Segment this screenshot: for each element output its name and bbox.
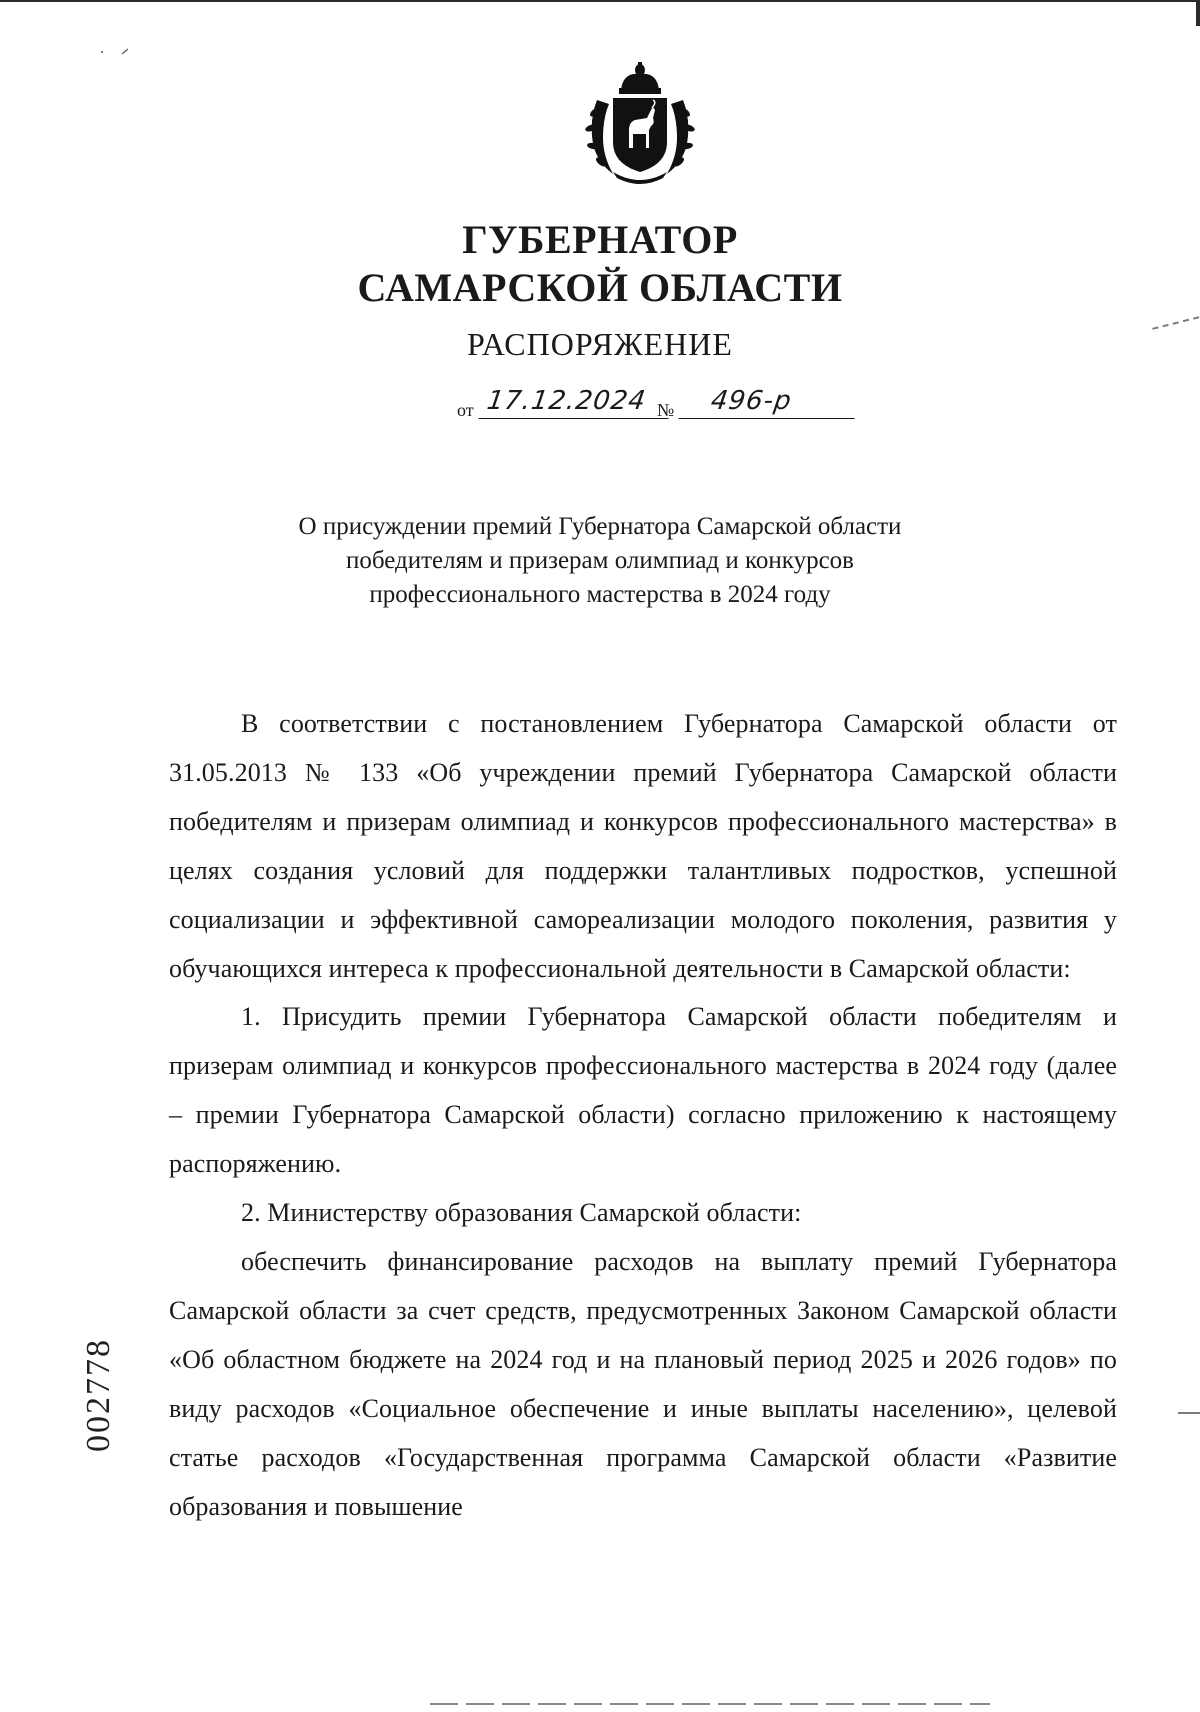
body-paragraph-item-2-text: обеспечить финансирование расходов на выплату премий Губернатора Самарской области за счет средств, предусмотренных Законом Самарской области «Об областном бюджете на 2024 год и на плановый период 2025 и 2026 годов» по виду расходов «Социальное обеспечение и иные выплаты населению», целевой статье расходов «Государственная программа Самарской области «Развитие образования и повышение — [169, 1246, 1117, 1521]
document-type: РАСПОРЯЖЕНИЕ — [467, 326, 733, 362]
org-title-line2: САМАРСКОЙ ОБЛАСТИ — [357, 265, 843, 310]
scan-edge-bottom — [430, 1703, 990, 1705]
number-prefix: № — [657, 400, 675, 420]
scan-specks — [100, 46, 140, 58]
scan-edge-right — [1196, 0, 1200, 26]
org-title-line1: ГУБЕРНАТОР — [462, 217, 738, 262]
body-paragraph-item-1: 1. Присудить премии Губернатора Самарской области победителям и призерам олимпиад и конкурсов профессионального мастерства в 2024 году (далее – премии Губернатора Самарской области) согласно приложению к настоящему распоряжению. — [169, 1002, 1117, 1179]
date-prefix: от — [457, 400, 474, 420]
subject-line: О присуждении премий Губернатора Самарской области — [298, 513, 902, 540]
body-paragraph-preamble: В соответствии с постановлением Губернатора Самарской области от 31.05.2013 № 133 «Об учреждении премий Губернатора Самарской области победителям и призерам олимпиад и конкурсов профессионального мастерства» в целях создания условий для поддержки талантливых подростков, успешной социализации и эффективной самореализации молодого поколения, развития у обучающихся интереса к профессиональной деятельности в Самарской области: — [169, 709, 1117, 983]
scan-mark — [1178, 1412, 1200, 1414]
document-subject — [200, 510, 1000, 612]
subject-line: профессионального мастерства в 2024 году — [369, 581, 831, 608]
document-number: 496-р — [679, 384, 860, 419]
body-paragraph-item-2: 2. Министерству образования Самарской области: — [241, 1198, 802, 1228]
coat-of-arms-icon — [583, 60, 697, 186]
date-number-row — [457, 384, 857, 420]
scan-edge-top — [0, 0, 1200, 2]
subject-line: победителям и призерам олимпиад и конкурсов — [346, 547, 854, 574]
document-date: 17.12.2024 — [479, 384, 674, 419]
document-body — [169, 700, 1117, 1531]
side-serial-number: 002778 — [80, 1338, 117, 1452]
